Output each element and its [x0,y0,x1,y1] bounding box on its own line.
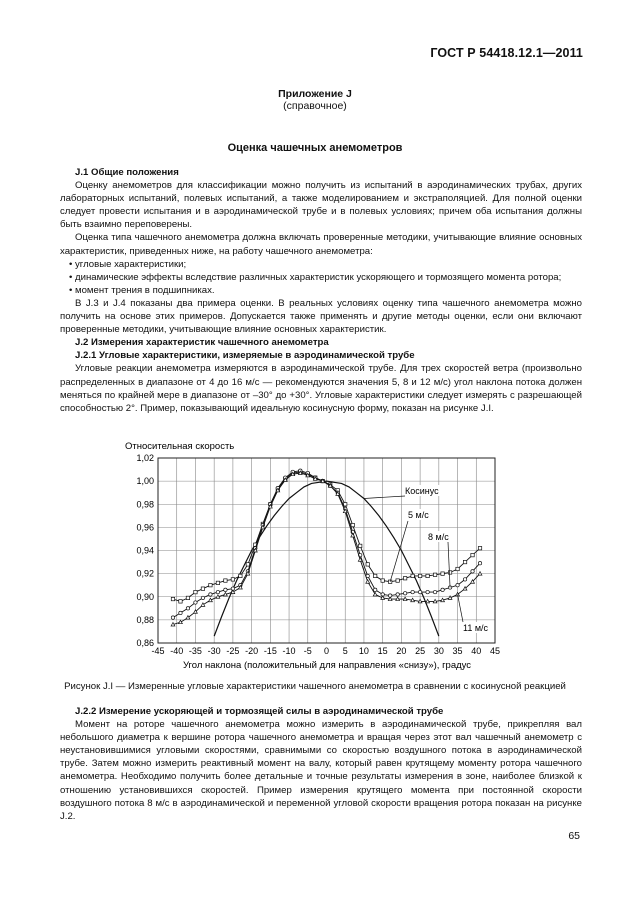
y-tick-label: 0,90 [136,591,154,602]
data-point-s8 [373,588,376,591]
x-tick-label: -25 [226,646,240,656]
data-point-s8 [216,590,219,593]
data-point-s11 [388,597,392,601]
data-point-s5 [201,587,204,590]
data-point-s5 [359,544,362,547]
section-j22-heading: J.2.2 Измерение ускоряющей и тормозящей силы в аэродинамической трубе [75,706,444,717]
y-tick-label: 0,96 [136,522,154,533]
data-point-s11 [366,580,370,584]
data-point-s8 [201,596,204,599]
section-j2-heading: J.2 Измерения характеристик чашечного анемометра [75,337,329,349]
data-point-s5 [366,563,369,566]
figure-caption: Рисунок J.I — Измеренные угловые характеристики чашечного анемометра в сравнении с косинусной реакцией [64,681,566,692]
curve-label-s5: 5 м/с [408,510,429,520]
x-tick-label: 0 [323,646,330,656]
data-point-s11 [201,603,205,607]
data-point-s5 [186,596,189,599]
data-point-s11 [478,572,482,576]
data-point-s5 [194,590,197,593]
appendix-title: Приложение J [278,88,352,100]
data-point-s5 [426,574,429,577]
curve-label-s8: 8 м/с [428,532,449,542]
data-point-s11 [441,598,445,602]
data-point-s5 [411,574,414,577]
data-point-s11 [231,590,235,594]
x-tick-label: -35 [188,646,202,656]
curve-leader-s8 [448,542,450,588]
data-point-s11 [418,599,422,603]
section-j1-heading: J.1 Общие положения [75,167,179,178]
data-point-s8 [209,593,212,596]
data-point-s5 [396,579,399,582]
data-point-s5 [209,583,212,586]
data-point-s8 [471,570,474,573]
data-point-s5 [224,579,227,582]
curve-label-cos: Косинус [405,486,439,496]
data-point-s11 [411,598,415,602]
data-point-s8 [186,607,189,610]
data-point-s11 [403,597,407,601]
section-j21-heading: J.2.1 Угловые характеристики, измеряемые в аэродинамической трубе [75,350,415,362]
data-point-s5 [418,574,421,577]
x-tick-label: 10 [358,646,369,656]
page-number: 65 [568,830,580,842]
bullet-item: • угловые характеристики; [69,258,187,270]
y-tick-label: 0,94 [136,545,154,556]
appendix-subtitle: (справочное) [283,100,347,112]
data-point-s11 [426,599,430,603]
x-tick-label: 25 [415,646,426,656]
data-point-s8 [418,590,421,593]
data-point-s8 [411,590,414,593]
data-point-s5 [231,578,234,581]
data-point-s11 [433,599,437,603]
data-point-s8 [224,588,227,591]
data-point-s8 [194,601,197,604]
bullet-item: • момент трения в подшипниках. [69,284,215,296]
data-point-s8 [426,590,429,593]
x-tick-label: 20 [396,646,407,656]
y-tick-label: 1,00 [136,476,154,487]
data-point-s5 [403,577,406,580]
x-tick-label: -20 [245,646,259,656]
x-tick-label: -45 [151,646,165,656]
data-point-s11 [216,595,220,599]
data-point-s5 [351,523,354,526]
data-point-s8 [403,592,406,595]
y-axis-label: Относительная скорость [125,441,235,452]
curve-leader-s11 [458,594,463,622]
section-j22-paragraph-1: Момент на роторе чашечного анемометра можно измерить в аэродинамической трубе, прикрепляя вал небольшого диаметра к вершине ротора чашечного анемометра и вращая через этот вал чашечный анемометр с неустановившимися угловыми скоростями, сравнимыми со скоростью воздушного потока в аэродинамической трубе. Затем можно измерить реактивный момент на валу, который равен крутящему моменту ротора чашечного анемометра. Необходимо получить более детальные и точные результаты измерения в зоне, наиболее близкой к отношению установившихся скоростей. Пример измерения крутящего момента при постоянной скорости воздушного потока 8 м/с в аэродинамической и переменной угловой скорости вращения ротора показан на рисунке J.2. [60,719,582,822]
data-point-s8 [441,588,444,591]
data-point-s5 [463,560,466,563]
data-point-s5 [471,553,474,556]
data-point-s5 [171,597,174,600]
bullet-item: • динамические эффекты вследствие различных характеристик ускоряющего и тормозящего момента ротора; [69,271,562,283]
x-tick-label: 5 [342,646,348,656]
data-point-s11 [171,623,175,627]
x-tick-label: 30 [433,646,444,656]
data-point-s5 [381,579,384,582]
section-j22 [60,705,582,823]
data-point-s5 [478,546,481,549]
data-point-s8 [456,583,459,586]
data-point-s11 [396,597,400,601]
x-tick-label: -15 [263,646,277,656]
data-point-s5 [179,600,182,603]
bullet-text: угловые характеристики; [75,258,187,270]
y-tick-label: 0,92 [136,568,154,579]
data-point-s5 [448,571,451,574]
data-point-s8 [433,590,436,593]
curve-leader-s5 [390,521,408,582]
x-axis-label: Угол наклона (положительный для направления «снизу»), градус [182,660,472,671]
data-point-s5 [373,574,376,577]
data-point-s11 [179,620,183,624]
y-tick-label: 0,98 [136,499,154,510]
data-point-s11 [351,533,355,537]
bullet-text: момент трения в подшипниках. [75,284,215,296]
data-point-s8 [478,562,481,565]
x-tick-label: -30 [207,646,221,656]
section-j1-paragraph-1: Оценку анемометров для классификации можно получить из испытаний в аэродинамических трубах, других лабораторных испытаний, полевых испытаний, а также моделированием и экстраполяцией. Для полной оценки следует провести испытания и в аэродинамической трубе и в полевых условиях; причем оба испытания должны быть взаимно переповерены. [60,180,582,231]
data-point-s8 [179,611,182,614]
data-point-s5 [456,567,459,570]
data-point-s11 [224,592,228,596]
curve-label-s11: 11 м/с [463,623,489,633]
data-point-s5 [216,581,219,584]
x-tick-label: 45 [489,646,501,656]
data-point-s5 [441,572,444,575]
section-j1-paragraph-2: Оценка типа чашечного анемометра должна включать проверенные методики, учитывающие влияние основных характеристик, приведенных ниже, на работу чашечного анемометра: [60,232,582,257]
data-point-s8 [396,593,399,596]
y-tick-label: 0,88 [136,614,154,625]
x-tick-label: 35 [452,646,463,656]
data-point-s11 [448,596,452,600]
x-tick-label: -5 [303,646,312,656]
x-tick-label: -40 [170,646,184,656]
x-tick-label: 15 [377,646,388,656]
data-point-s8 [463,578,466,581]
data-point-s11 [381,596,385,600]
data-point-s5 [433,573,436,576]
data-point-s11 [209,598,213,602]
x-tick-label: -10 [282,646,296,656]
data-point-s8 [171,616,174,619]
document-standard-number: ГОСТ Р 54418.12.1—2011 [430,46,583,60]
curve-leader-cos [364,496,405,498]
x-tick-label: 40 [471,646,482,656]
section-j1-paragraph-3: В J.3 и J.4 показаны два примера оценки. В реальных условиях оценку типа чашечного анемометра можно получить на основе этих примеров. Допускается также применять и другие методы оценки, если они включают проверенные методики, учитывающие влияние основных характеристик. [60,297,582,336]
y-tick-label: 1,02 [136,453,154,463]
data-point-s5 [246,563,249,566]
bullet-text: динамические эффекты вследствие различных характеристик ускоряющего и тормозящего момента ротора; [75,271,562,283]
section-j21-paragraph-1: Угловые реакции анемометра измеряются в аэродинамической трубе. Для трех скоростей ветра (произвольно распределенных в диапазоне от 4 до 16 м/с — рекомендуются значения 5, 8 и 12 м/с) угол наклона потока должен меняться по крайней мере в диапазоне от –30° до +30°. Угловые характеристики следует измерять с разрешающей способностью 2°. Пример, показывающий идеальную косинусную форму, показан на рисунке J.I. [60,363,582,414]
data-point-s5 [239,574,242,577]
y-tick-label: 0,86 [136,638,154,648]
main-title: Оценка чашечных анемометров [227,142,403,154]
